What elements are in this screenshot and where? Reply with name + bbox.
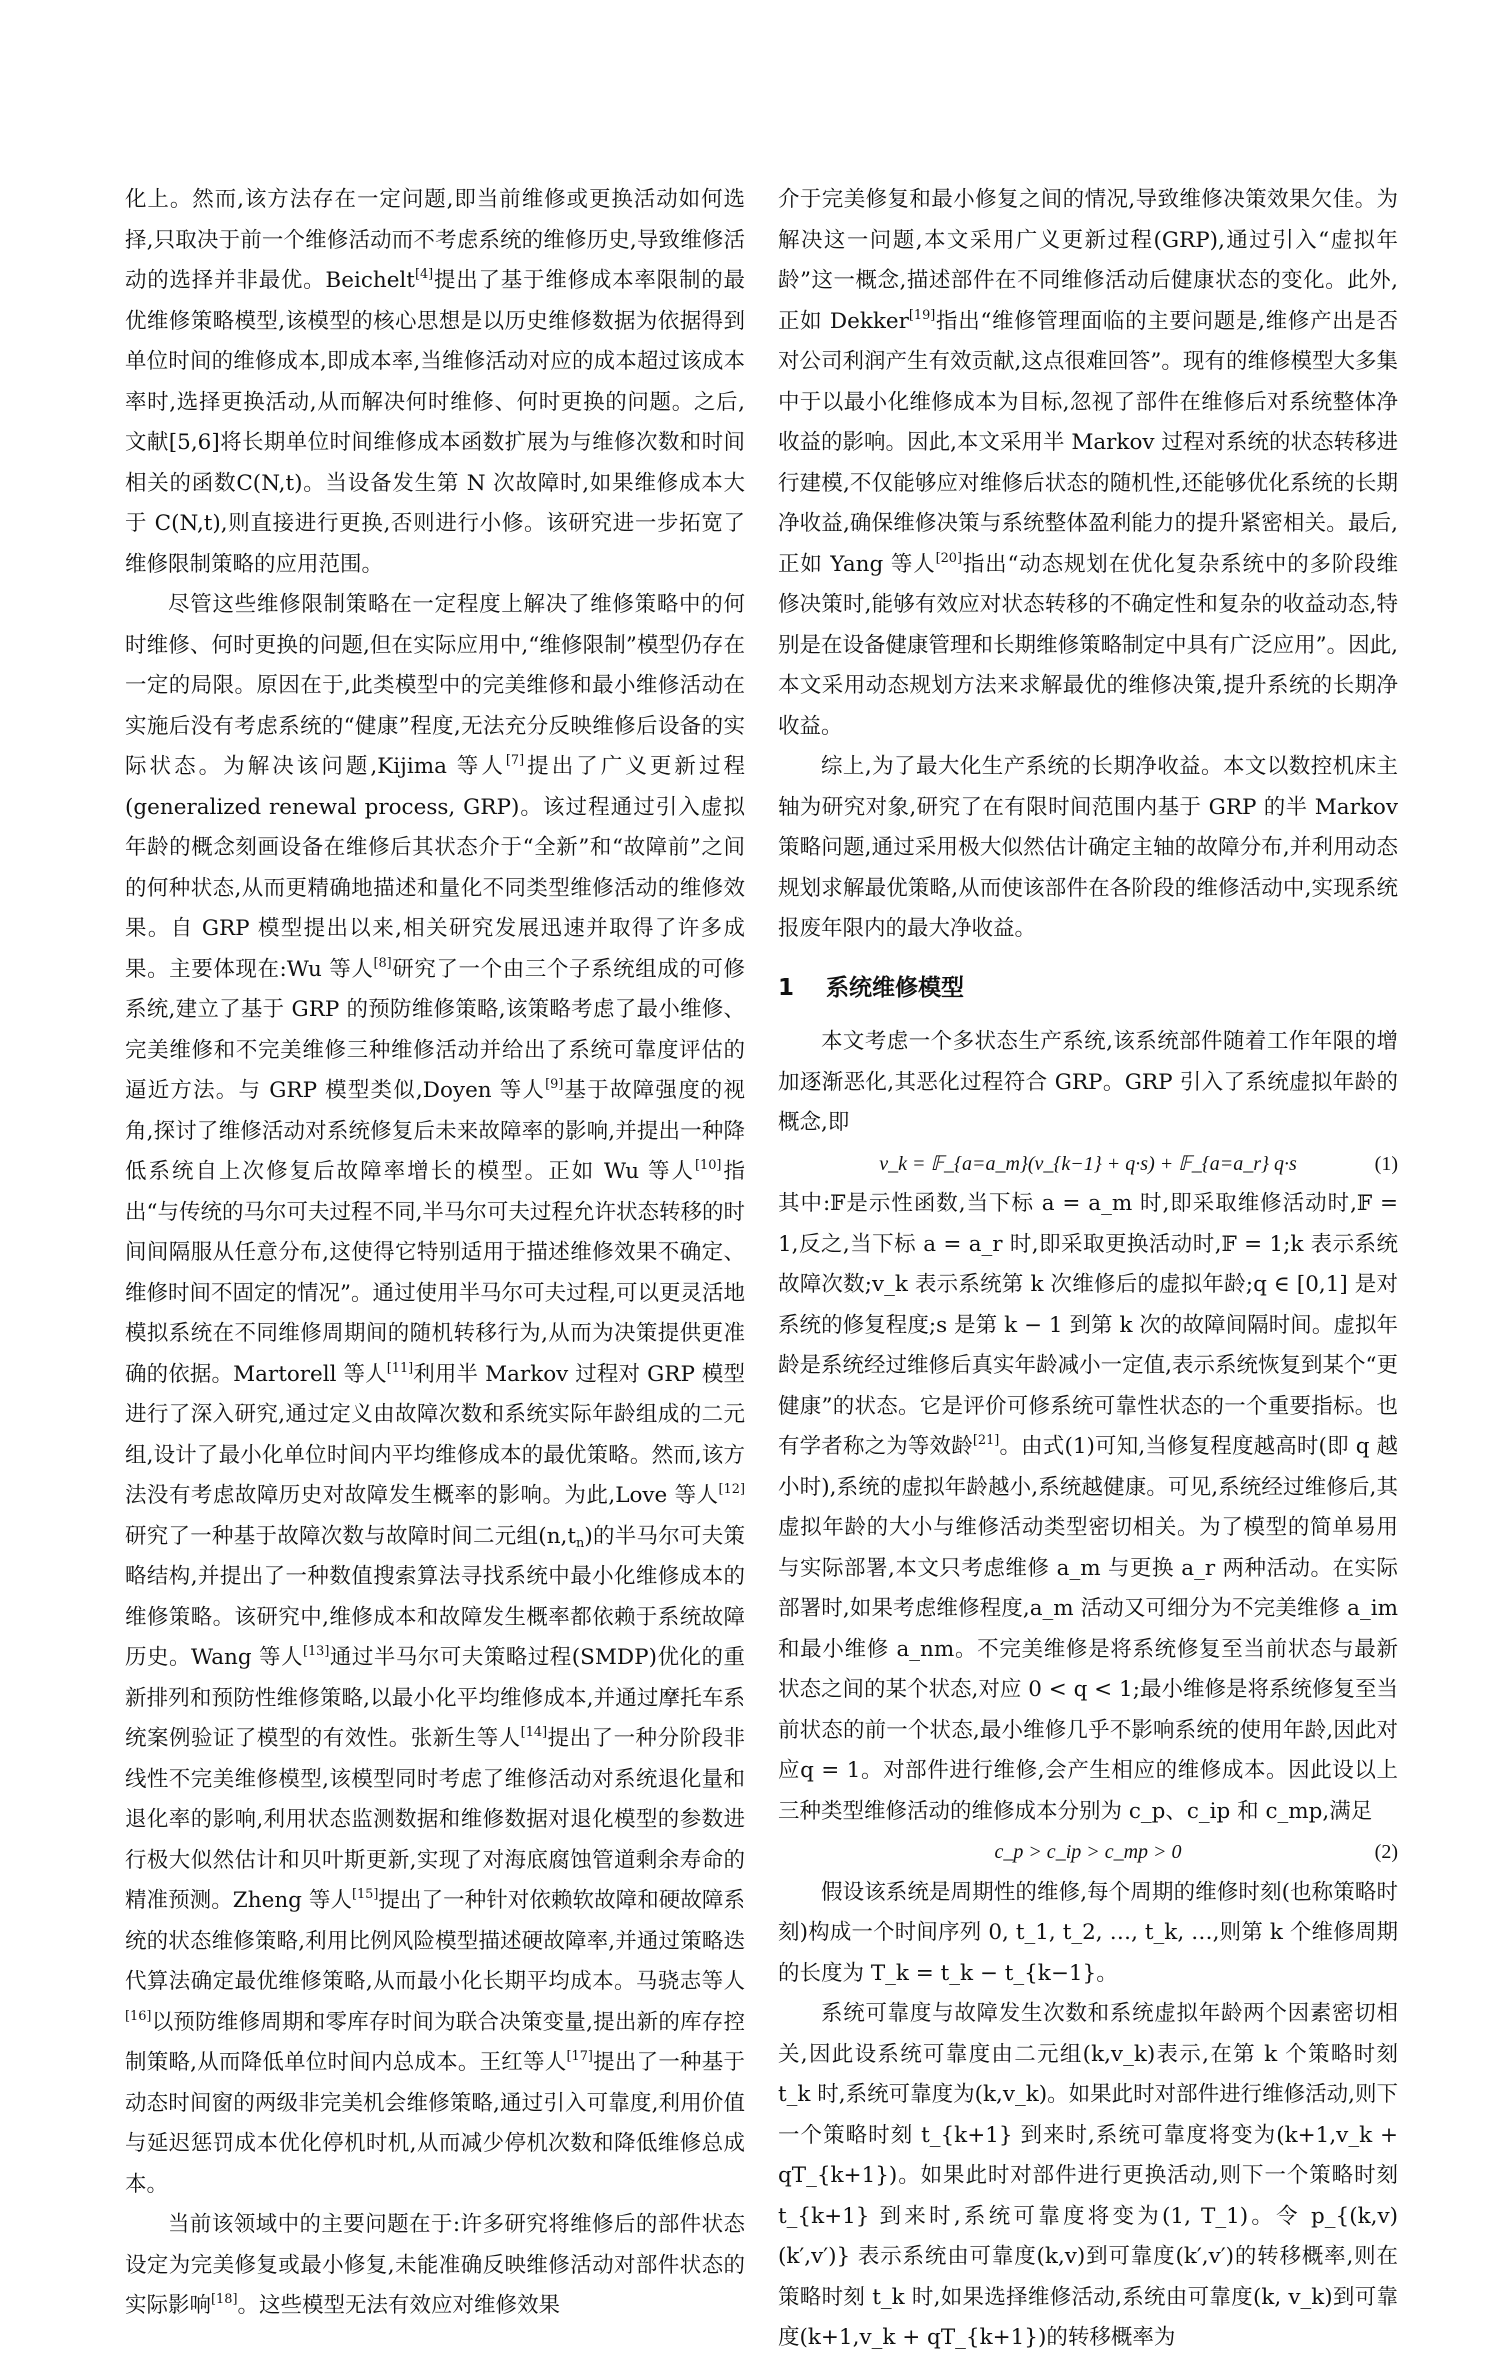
citation: [17] bbox=[566, 2048, 593, 2064]
citation: [10] bbox=[695, 1157, 722, 1173]
citation: [13] bbox=[302, 1643, 330, 1659]
equation-body: c_p > c_ip > c_mp > 0 bbox=[994, 1841, 1182, 1863]
right-column bbox=[778, 180, 1398, 2359]
equation-body: v_k = 𝔽_{a=a_m}(v_{k−1} + q·s) + 𝔽_{a=a_r} q·s bbox=[879, 1152, 1297, 1175]
citation: [20] bbox=[935, 550, 963, 566]
citation: [18] bbox=[211, 2291, 238, 2307]
equation-2 bbox=[778, 1832, 1398, 1873]
equation-number: (1) bbox=[1374, 1152, 1398, 1175]
citation: [16] bbox=[125, 2008, 152, 2024]
citation: [15] bbox=[351, 1886, 379, 1902]
paragraph: 假设该系统是周期性的维修,每个周期的维修时刻(也称策略时刻)构成一个时间序列 0, t_1, t_2, …, t_k, …,则第 k 个维修周期的长度为 T_k = t_k − t_{k−1}。 bbox=[778, 1879, 1398, 1986]
citation: [14] bbox=[520, 1724, 548, 1740]
section-number: 1 bbox=[778, 974, 795, 1001]
paragraph: 化上。然而,该方法存在一定问题,即当前维修或更换活动如何选择,只取决于前一个维修活动而不考虑系统的维修历史,导致维修活动的选择并非最优。Beichelt[4]提出了基于维修成本率限制的最优维修策略模型,该模型的核心思想是以历史维修数据为依据得到单位时间的维修成本,即成本率,当维修活动对应的成本超过该成本率时,选择更换活动,从而解决何时维修、何时更换的问题。之后,文献[5,6]将长期单位时间维修成本函数扩展为与维修次数和时间相关的函数C(N,t)。当设备发生第 N 次故障时,如果维修成本大于 C(N,t),则直接进行更换,否则进行小修。该研究进一步拓宽了维修限制策略的应用范围。 bbox=[125, 187, 745, 577]
paragraph: 当前该领域中的主要问题在于:许多研究将维修后的部件状态设定为完美修复或最小修复,未能准确反映维修活动对部件状态的实际影响[18]。这些模型无法有效应对维修效果 bbox=[125, 2212, 745, 2318]
citation: [8] bbox=[373, 955, 392, 971]
section-title: 系统维修模型 bbox=[826, 974, 964, 1001]
citation: [7] bbox=[505, 752, 525, 768]
equation-number: (2) bbox=[1374, 1841, 1398, 1863]
left-column bbox=[125, 180, 745, 2327]
citation: [11] bbox=[386, 1360, 414, 1376]
citation: [12] bbox=[718, 1481, 745, 1497]
citation: [4] bbox=[414, 266, 434, 282]
paragraph: 介于完美修复和最小修复之间的情况,导致维修决策效果欠佳。为解决这一问题,本文采用广义更新过程(GRP),通过引入“虚拟年龄”这一概念,描述部件在不同维修活动后健康状态的变化。此外,正如 Dekker[19]指出“维修管理面临的主要问题是,维修产出是否对公司利润产生有效贡献,这点很难回答”。现有的维修模型大多集中于以最小化维修成本为目标,忽视了部件在维修后对系统整体净收益的影响。因此,本文采用半 Markov 过程对系统的状态转移进行建模,不仅能够应对维修后状态的随机性,还能够优化系统的长期净收益,确保维修决策与系统整体盈利能力的提升紧密相关。最后,正如 Yang 等人[20]指出“动态规划在优化复杂系统中的多阶段维修决策时,能够有效应对状态转移的不确定性和复杂的收益动态,特别是在设备健康管理和长期维修策略制定中具有广泛应用”。因此,本文采用动态规划方法来求解最优的维修决策,提升系统的长期净收益。 bbox=[778, 187, 1398, 739]
paragraph: 综上,为了最大化生产系统的长期净收益。本文以数控机床主轴为研究对象,研究了在有限时间范围内基于 GRP 的半 Markov 策略问题,通过采用极大似然估计确定主轴的故障分布,并利用动态规划求解最优策略,从而使该部件在各阶段的维修活动中,实现系统报废年限内的最大净收益。 bbox=[778, 754, 1398, 941]
paragraph: 本文考虑一个多状态生产系统,该系统部件随着工作年限的增加逐渐恶化,其恶化过程符合 GRP。GRP 引入了系统虚拟年龄的概念,即 bbox=[778, 1029, 1398, 1135]
citation: [21] bbox=[972, 1432, 1000, 1448]
citation: [19] bbox=[908, 307, 936, 323]
section-heading bbox=[778, 968, 1398, 1009]
paragraph: 系统可靠度与故障发生次数和系统虚拟年龄两个因素密切相关,因此设系统可靠度由二元组(k,v_k)表示,在第 k 个策略时刻 t_k 时,系统可靠度为(k,v_k)。如果此时对部件进行维修活动,则下一个策略时刻 t_{k+1} 到来时,系统可靠度将变为(k+1,v_k + qT_{k+1})。如果此时对部件进行更换活动,则下一个策略时刻 t_{k+1} 到来时,系统可靠度将变为(1, T_1)。令 p_{(k,v)(k′,v′)} 表示系统由可靠度(k,v)到可靠度(k′,v′)的转移概率,则在策略时刻 t_k 时,如果选择维修活动,系统由可靠度(k, v_k)到可靠度(k+1,v_k + qT_{k+1})的转移概率为 bbox=[778, 2001, 1398, 2350]
equation-1 bbox=[778, 1144, 1398, 1185]
paragraph: 尽管这些维修限制策略在一定程度上解决了维修策略中的何时维修、何时更换的问题,但在实际应用中,“维修限制”模型仍存在一定的局限。原因在于,此类模型中的完美维修和最小维修活动在实施后没有考虑系统的“健康”程度,无法充分反映维修后设备的实际状态。为解决该问题,Kijima 等人[7]提出了广义更新过程(generalized renewal process, GRP)。该过程通过引入虚拟年龄的概念刻画设备在维修后其状态介于“全新”和“故障前”之间的何种状态,从而更精确地描述和量化不同类型维修活动的维修效果。自 GRP 模型提出以来,相关研究发展迅速并取得了许多成果。主要体现在:Wu 等人[8]研究了一个由三个子系统组成的可修系统,建立了基于 GRP 的预防维修策略,该策略考虑了最小维修、完美维修和不完美维修三种维修活动并给出了系统可靠度评估的逼近方法。与 GRP 模型类似,Doyen 等人[9]基于故障强度的视角,探讨了维修活动对系统修复后未来故障率的影响,并提出一种降低系统自上次修复后故障率增长的模型。正如 Wu 等人[10]指出“与传统的马尔可夫过程不同,半马尔可夫过程允许状态转移的时间间隔服从任意分布,这使得它特别适用于描述维修效果不确定、维修时间不固定的情况”。通过使用半马尔可夫过程,可以更灵活地模拟系统在不同维修周期间的随机转移行为,从而为决策提供更准确的依据。Martorell 等人[11]利用半 Markov 过程对 GRP 模型进行了深入研究,通过定义由故障次数和系统实际年龄组成的二元组,设计了最小化单位时间内平均维修成本的最优策略。然而,该方法没有考虑故障历史对故障发生概率的影响。为此,Love 等人[12]研究了一种基于故障次数与故障时间二元组$(n,t_n)$的半马尔可夫策略结构,并提出了一种数值搜索算法寻找系统中最小化维修成本的维修策略。该研究中,维修成本和故障发生概率都依赖于系统故障历史。Wang 等人[13]通过半马尔可夫策略过程(SMDP)优化的重新排列和预防性维修策略,以最小化平均维修成本,并通过摩托车系统案例验证了模型的有效性。张新生等人[14]提出了一种分阶段非线性不完美维修模型,该模型同时考虑了维修活动对系统退化量和退化率的影响,利用状态监测数据和维修数据对退化模型的参数进行极大似然估计和贝叶斯更新,实现了对海底腐蚀管道剩余寿命的精准预测。Zheng 等人[15]提出了一种针对依赖软故障和硬故障系统的状态维修策略,利用比例风险模型描述硬故障率,并通过策略迭代算法确定最优维修策略,从而最小化长期平均成本。马骁志等人[16]以预防维修周期和零库存时间为联合决策变量,提出新的库存控制策略,从而降低单位时间内总成本。王红等人[17]提出了一种基于动态时间窗的两级非完美机会维修策略,通过引入可靠度,利用价值与延迟惩罚成本优化停机时机,从而减少停机次数和降低维修总成本。 bbox=[125, 592, 746, 2197]
citation: [9] bbox=[545, 1076, 564, 1092]
paragraph: 其中:𝔽是示性函数,当下标 a = a_m 时,即采取维修活动时,𝔽 = 1,反之,当下标 a = a_r 时,即采取更换活动时,𝔽 = 1;k 表示系统故障次数;v_k 表示系统第 k 次维修后的虚拟年龄;q ∈ [0,1] 是对系统的修复程度;s 是第 k − 1 到第 k 次的故障间隔时间。虚拟年龄是系统经过维修后真实年龄减小一定值,表示系统恢复到某个“更健康”的状态。它是评价可修系统可靠性状态的一个重要指标。也有学者称之为等效龄[21]。由式(1)可知,当修复程度越高时(即 q 越小时),系统的虚拟年龄越小,系统越健康。可见,系统经过维修后,其虚拟年龄的大小与维修活动类型密切相关。为了模型的简单易用与实际部署,本文只考虑维修 a_m 与更换 a_r 两种活动。在实际部署时,如果考虑维修程度,a_m 活动又可细分为不完美维修 a_im 和最小维修 a_nm。不完美维修是将系统修复至当前状态与最新状态之间的某个状态,对应 0 < q < 1;最小维修是将系统修复至当前状态的前一个状态,最小维修几乎不影响系统的使用年龄,因此对应q = 1。对部件进行维修,会产生相应的维修成本。因此设以上三种类型维修活动的维修成本分别为 c_p、c_ip 和 c_mp,满足 bbox=[778, 1191, 1398, 1824]
